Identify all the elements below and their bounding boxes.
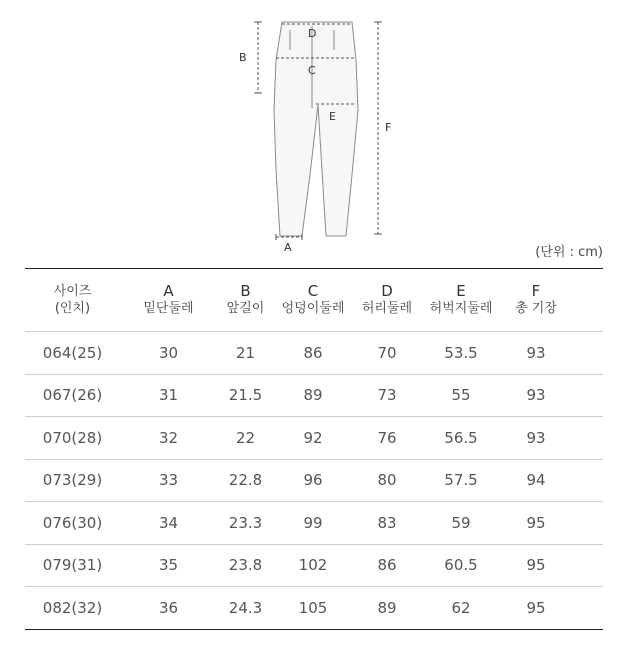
cell-a: 30: [120, 332, 217, 375]
cell-f: 93: [500, 332, 572, 375]
table-row: [25, 459, 603, 502]
cell-size: 079(31): [25, 544, 120, 587]
header-e-letter: E: [456, 282, 466, 300]
cell-spacer: [572, 502, 603, 545]
cell-e: 57.5: [422, 459, 500, 502]
cell-e: 60.5: [422, 544, 500, 587]
label-c: C: [308, 64, 316, 77]
cell-spacer: [572, 332, 603, 375]
cell-size: 070(28): [25, 417, 120, 460]
header-b-label: 앞길이: [226, 301, 265, 316]
cell-spacer: [572, 374, 603, 417]
header-size: [25, 269, 120, 332]
cell-e: 56.5: [422, 417, 500, 460]
cell-b: 22: [217, 417, 274, 460]
header-c-letter: C: [307, 282, 319, 300]
cell-spacer: [572, 544, 603, 587]
cell-d: 76: [352, 417, 422, 460]
cell-a: 32: [120, 417, 217, 460]
header-a-letter: A: [163, 282, 174, 300]
header-size-sub: (인치): [54, 301, 91, 316]
cell-size: 067(26): [25, 374, 120, 417]
cell-f: 95: [500, 587, 572, 630]
cell-size: 073(29): [25, 459, 120, 502]
cell-size: 076(30): [25, 502, 120, 545]
cell-d: 73: [352, 374, 422, 417]
cell-f: 94: [500, 459, 572, 502]
header-c-label: 엉덩이둘레: [281, 301, 345, 316]
header-d-label: 허리둘레: [361, 301, 413, 316]
cell-a: 33: [120, 459, 217, 502]
cell-spacer: [572, 587, 603, 630]
cell-a: 31: [120, 374, 217, 417]
label-a: A: [284, 241, 292, 254]
header-a: [120, 269, 217, 332]
table-row: [25, 374, 603, 417]
cell-c: 89: [274, 374, 352, 417]
cell-a: 36: [120, 587, 217, 630]
header-c: [274, 269, 352, 332]
cell-c: 99: [274, 502, 352, 545]
cell-c: 96: [274, 459, 352, 502]
table-header-row: [25, 269, 603, 332]
cell-b: 23.3: [217, 502, 274, 545]
header-b: [217, 269, 274, 332]
header-size-label: 사이즈: [53, 284, 92, 299]
label-b: B: [239, 51, 247, 64]
header-d-letter: D: [381, 282, 393, 300]
size-table: [25, 268, 603, 630]
header-a-label: 밑단둘레: [143, 301, 194, 316]
cell-f: 95: [500, 544, 572, 587]
cell-b: 21.5: [217, 374, 274, 417]
header-f-letter: F: [531, 282, 541, 300]
header-e: [422, 269, 500, 332]
cell-d: 83: [352, 502, 422, 545]
table-row: [25, 417, 603, 460]
unit-note: (단위 : cm): [535, 245, 603, 260]
table-row: [25, 502, 603, 545]
label-d: D: [308, 27, 317, 40]
cell-f: 93: [500, 374, 572, 417]
cell-a: 34: [120, 502, 217, 545]
cell-e: 62: [422, 587, 500, 630]
cell-c: 102: [274, 544, 352, 587]
cell-e: 59: [422, 502, 500, 545]
cell-d: 89: [352, 587, 422, 630]
cell-a: 35: [120, 544, 217, 587]
cell-b: 24.3: [217, 587, 274, 630]
cell-b: 21: [217, 332, 274, 375]
label-f: F: [385, 121, 392, 134]
header-f: [500, 269, 572, 332]
header-spacer: [572, 269, 603, 332]
cell-b: 22.8: [217, 459, 274, 502]
table-row: [25, 332, 603, 375]
cell-f: 93: [500, 417, 572, 460]
cell-d: 80: [352, 459, 422, 502]
table-row: [25, 587, 603, 630]
cell-size: 064(25): [25, 332, 120, 375]
label-e: E: [329, 110, 336, 123]
cell-e: 53.5: [422, 332, 500, 375]
header-e-label: 허벅지둘레: [429, 301, 493, 316]
cell-c: 92: [274, 417, 352, 460]
cell-b: 23.8: [217, 544, 274, 587]
cell-d: 70: [352, 332, 422, 375]
cell-c: 105: [274, 587, 352, 630]
pants-measurement-diagram: [0, 0, 625, 265]
pants-outline: [274, 22, 358, 236]
cell-spacer: [572, 417, 603, 460]
header-d: [352, 269, 422, 332]
cell-f: 95: [500, 502, 572, 545]
cell-d: 86: [352, 544, 422, 587]
cell-spacer: [572, 459, 603, 502]
cell-c: 86: [274, 332, 352, 375]
table-row: [25, 544, 603, 587]
cell-e: 55: [422, 374, 500, 417]
header-b-letter: B: [240, 282, 251, 300]
header-f-label: 총 기장: [515, 301, 557, 316]
cell-size: 082(32): [25, 587, 120, 630]
